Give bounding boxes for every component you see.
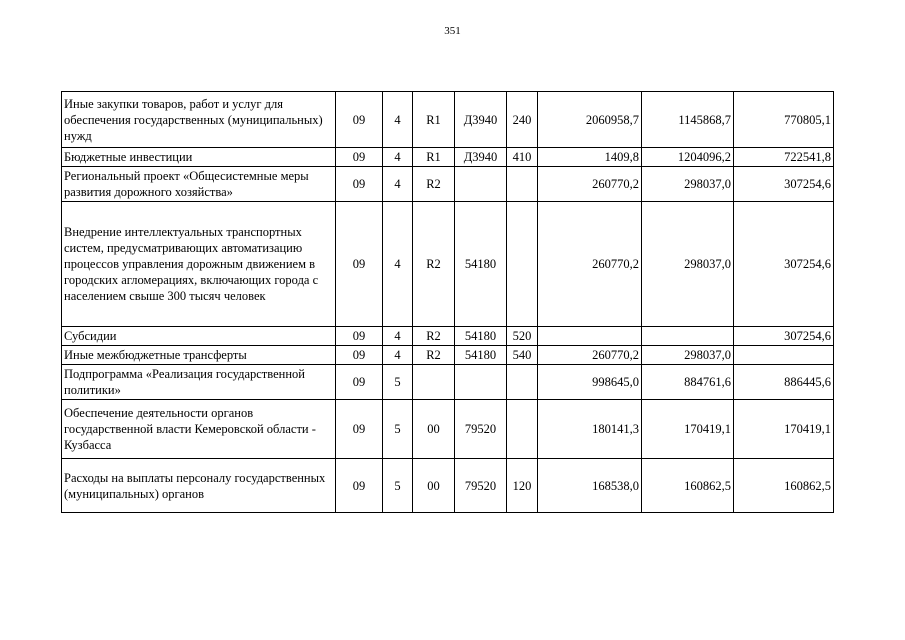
table-row bbox=[62, 327, 834, 346]
table-row bbox=[62, 92, 834, 148]
amount-year-2: 160862,5 bbox=[642, 459, 734, 513]
row-name: Субсидии bbox=[62, 327, 336, 346]
subprogram-code: 4 bbox=[383, 148, 413, 167]
amount-year-1 bbox=[538, 327, 642, 346]
project-code: 00 bbox=[413, 459, 455, 513]
direction-code: 54180 bbox=[455, 202, 507, 327]
row-name: Иные закупки товаров, работ и услуг для обеспечения государственных (муниципальных) нужд bbox=[62, 92, 336, 148]
subprogram-code: 4 bbox=[383, 92, 413, 148]
expense-type-code bbox=[507, 202, 538, 327]
table-row bbox=[62, 148, 834, 167]
amount-year-2 bbox=[642, 327, 734, 346]
direction-code: Д3940 bbox=[455, 148, 507, 167]
page-number: 351 bbox=[444, 25, 461, 37]
amount-year-2: 1145868,7 bbox=[642, 92, 734, 148]
expense-type-code: 410 bbox=[507, 148, 538, 167]
row-name: Расходы на выплаты персоналу государственных (муниципальных) органов bbox=[62, 459, 336, 513]
expense-type-code: 240 bbox=[507, 92, 538, 148]
project-code: R2 bbox=[413, 167, 455, 202]
direction-code: 79520 bbox=[455, 400, 507, 459]
table-row bbox=[62, 202, 834, 327]
project-code bbox=[413, 365, 455, 400]
direction-code bbox=[455, 167, 507, 202]
project-code: R2 bbox=[413, 346, 455, 365]
amount-year-3: 722541,8 bbox=[734, 148, 834, 167]
subprogram-code: 5 bbox=[383, 459, 413, 513]
amount-year-2: 298037,0 bbox=[642, 167, 734, 202]
amount-year-1: 260770,2 bbox=[538, 202, 642, 327]
subprogram-code: 4 bbox=[383, 167, 413, 202]
subprogram-code: 4 bbox=[383, 327, 413, 346]
amount-year-3 bbox=[734, 346, 834, 365]
subprogram-code: 4 bbox=[383, 346, 413, 365]
amount-year-3: 160862,5 bbox=[734, 459, 834, 513]
amount-year-2: 884761,6 bbox=[642, 365, 734, 400]
direction-code: Д3940 bbox=[455, 92, 507, 148]
amount-year-1: 180141,3 bbox=[538, 400, 642, 459]
row-name: Обеспечение деятельности органов государственной власти Кемеровской области - Кузбасса bbox=[62, 400, 336, 459]
direction-code: 54180 bbox=[455, 327, 507, 346]
section-code: 09 bbox=[336, 400, 383, 459]
amount-year-2: 298037,0 bbox=[642, 202, 734, 327]
expense-type-code: 520 bbox=[507, 327, 538, 346]
expense-type-code: 120 bbox=[507, 459, 538, 513]
expense-type-code bbox=[507, 167, 538, 202]
expense-type-code bbox=[507, 365, 538, 400]
amount-year-1: 260770,2 bbox=[538, 167, 642, 202]
section-code: 09 bbox=[336, 167, 383, 202]
amount-year-1: 260770,2 bbox=[538, 346, 642, 365]
section-code: 09 bbox=[336, 327, 383, 346]
section-code: 09 bbox=[336, 459, 383, 513]
project-code: R2 bbox=[413, 327, 455, 346]
amount-year-2: 1204096,2 bbox=[642, 148, 734, 167]
amount-year-1: 998645,0 bbox=[538, 365, 642, 400]
section-code: 09 bbox=[336, 365, 383, 400]
project-code: R1 bbox=[413, 148, 455, 167]
amount-year-2: 170419,1 bbox=[642, 400, 734, 459]
row-name: Бюджетные инвестиции bbox=[62, 148, 336, 167]
amount-year-3: 307254,6 bbox=[734, 202, 834, 327]
project-code: R2 bbox=[413, 202, 455, 327]
row-name: Внедрение интеллектуальных транспортных систем, предусматривающих автоматизацию процессов управления дорожным движением в городских агломерациях, включающих города с населением свыше 300 тысяч человек bbox=[62, 202, 336, 327]
row-name: Подпрограмма «Реализация государственной политики» bbox=[62, 365, 336, 400]
row-name: Региональный проект «Общесистемные меры развития дорожного хозяйства» bbox=[62, 167, 336, 202]
table-row bbox=[62, 365, 834, 400]
section-code: 09 bbox=[336, 346, 383, 365]
direction-code: 54180 bbox=[455, 346, 507, 365]
amount-year-1: 2060958,7 bbox=[538, 92, 642, 148]
section-code: 09 bbox=[336, 92, 383, 148]
amount-year-2: 298037,0 bbox=[642, 346, 734, 365]
amount-year-3: 307254,6 bbox=[734, 327, 834, 346]
amount-year-1: 168538,0 bbox=[538, 459, 642, 513]
direction-code: 79520 bbox=[455, 459, 507, 513]
subprogram-code: 5 bbox=[383, 400, 413, 459]
table-row bbox=[62, 167, 834, 202]
direction-code bbox=[455, 365, 507, 400]
amount-year-3: 307254,6 bbox=[734, 167, 834, 202]
section-code: 09 bbox=[336, 202, 383, 327]
expense-type-code bbox=[507, 400, 538, 459]
section-code: 09 bbox=[336, 148, 383, 167]
table-row bbox=[62, 459, 834, 513]
amount-year-3: 170419,1 bbox=[734, 400, 834, 459]
subprogram-code: 4 bbox=[383, 202, 413, 327]
table-row bbox=[62, 400, 834, 459]
amount-year-1: 1409,8 bbox=[538, 148, 642, 167]
subprogram-code: 5 bbox=[383, 365, 413, 400]
project-code: R1 bbox=[413, 92, 455, 148]
amount-year-3: 886445,6 bbox=[734, 365, 834, 400]
expense-type-code: 540 bbox=[507, 346, 538, 365]
amount-year-3: 770805,1 bbox=[734, 92, 834, 148]
project-code: 00 bbox=[413, 400, 455, 459]
budget-table bbox=[61, 91, 834, 513]
row-name: Иные межбюджетные трансферты bbox=[62, 346, 336, 365]
table-row bbox=[62, 346, 834, 365]
